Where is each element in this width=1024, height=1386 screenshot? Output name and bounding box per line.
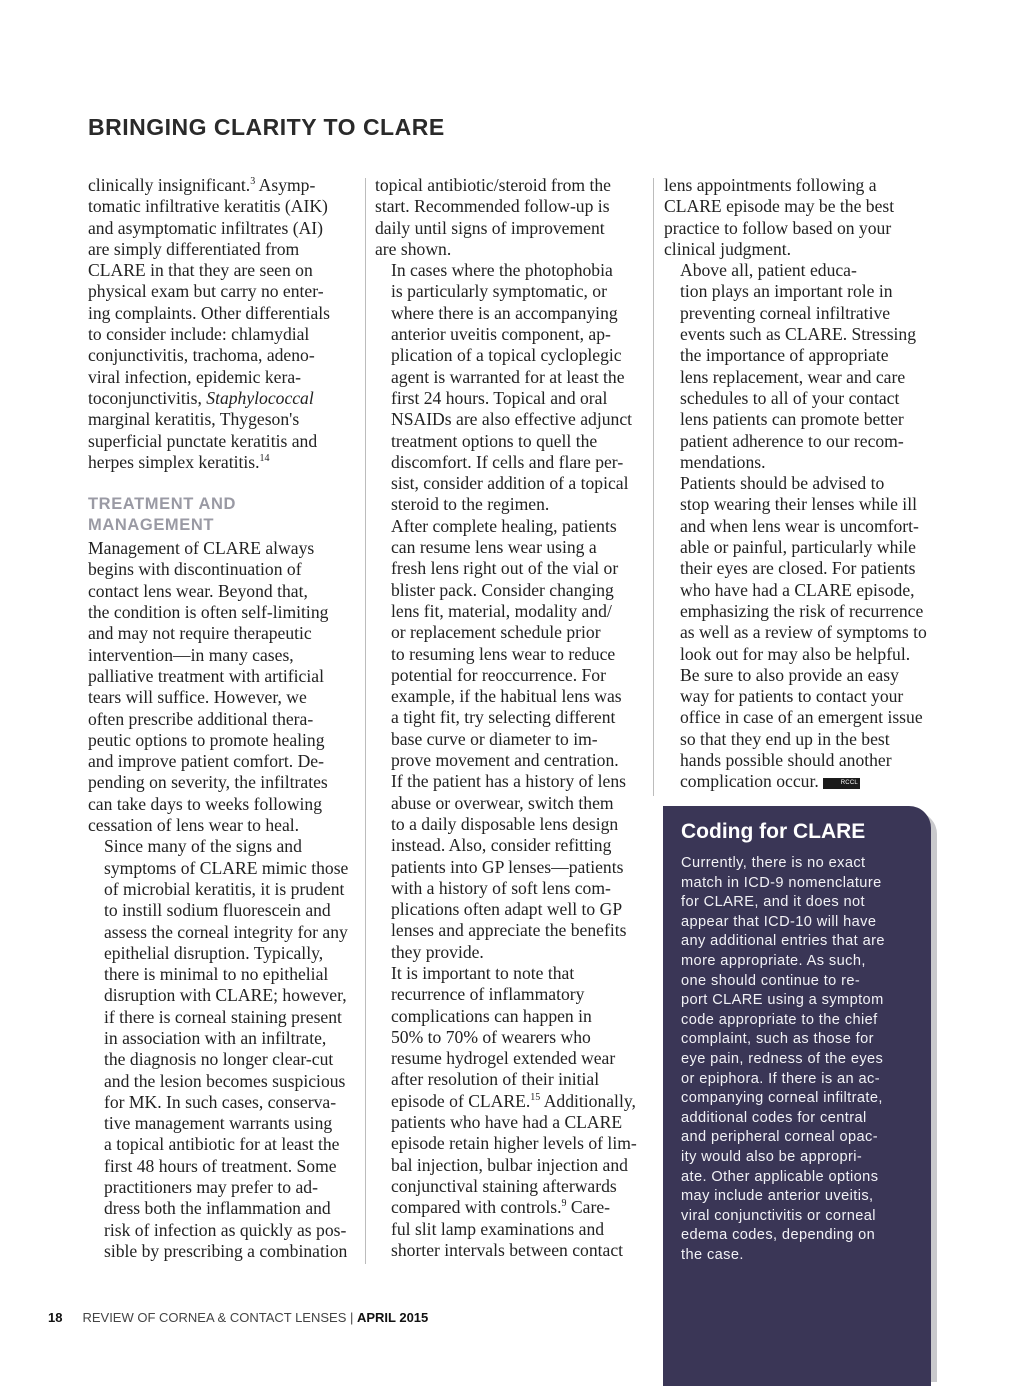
citation: 3	[250, 176, 256, 188]
text-line: schedules to all of your contact	[680, 387, 900, 408]
text-line: It is important to note that	[391, 962, 575, 983]
text-line: clinical judgment.	[664, 238, 792, 259]
text-line: there is minimal to no epithelial	[104, 964, 329, 985]
text-line: ful slit lamp examinations and	[391, 1218, 605, 1239]
text-line: 50% to 70% of wearers who	[391, 1026, 591, 1047]
text-line: plications often adapt well to GP	[391, 899, 623, 920]
text-line: first 48 hours of treatment. Some	[104, 1155, 337, 1176]
paragraph	[664, 260, 934, 473]
text-line: their eyes are closed. For patients	[680, 558, 916, 579]
text-line: ity would also be appropri-	[681, 1148, 863, 1165]
text-line: with a history of soft lens com-	[391, 877, 611, 898]
text-line: the condition is often self-limiting	[88, 602, 329, 623]
text-line: conjunctivitis, trachoma, adeno-	[88, 345, 315, 366]
paragraph	[88, 836, 360, 1262]
text-line: plication of a topical cycloplegic	[391, 345, 622, 366]
paragraph	[664, 175, 934, 260]
text-line: agent is warranted for at least the	[391, 366, 625, 387]
text-line: mendations.	[680, 451, 766, 472]
text-line: After complete healing, patients	[391, 515, 617, 536]
text-line: blister pack. Consider changing	[391, 579, 614, 600]
text-line: lens appointments following a	[664, 175, 877, 195]
text-line: can resume lens wear using a	[391, 537, 597, 558]
text-line: or epiphora. If there is an ac-	[681, 1070, 880, 1087]
text-line: viral conjunctivitis or corneal	[681, 1207, 876, 1224]
italic-term: Staphylococcal	[206, 387, 314, 408]
text-line: lens patients can promote better	[680, 409, 904, 430]
column-divider	[365, 178, 366, 1264]
text-line: prove movement and centration.	[391, 750, 619, 771]
text-line: In cases where the photophobia	[391, 260, 613, 281]
text-line: compared with controls.$^9$ Care-	[391, 1197, 611, 1218]
text-line: episode retain higher levels of lim-	[391, 1133, 637, 1154]
text-line: often prescribe additional thera-	[88, 708, 314, 729]
text-line: assess the corneal integrity for any	[104, 921, 348, 942]
text-line: events such as CLARE. Stressing	[680, 324, 917, 345]
text-line: epithelial disruption. Typically,	[104, 942, 324, 963]
text-line: port CLARE using a symptom	[681, 992, 884, 1009]
text-line: bal injection, bulbar injection and	[391, 1154, 628, 1175]
text-line: steroid to the regimen.	[391, 494, 550, 515]
text-line: who have had a CLARE episode,	[680, 579, 915, 600]
text-line: of microbial keratitis, it is prudent	[104, 878, 345, 899]
text-line: the importance of appropriate	[680, 345, 889, 366]
text-line: way for patients to contact your	[680, 686, 904, 707]
text-line: first 24 hours. Topical and oral	[391, 387, 608, 408]
text-line: is particularly symptomatic, or	[391, 281, 607, 302]
citation: 15	[530, 1091, 541, 1103]
text-line: the diagnosis no longer clear-cut	[104, 1049, 334, 1070]
text-line: look out for may also be helpful.	[680, 643, 911, 664]
text-line: sible by prescribing a combination	[104, 1240, 348, 1261]
text-line: emphasizing the risk of recurrence	[680, 600, 924, 621]
text-line: to resuming lens wear to reduce	[391, 643, 616, 664]
text-line: instead. Also, consider refitting	[391, 835, 612, 856]
text-line: potential for reoccurrence. For	[391, 664, 606, 685]
text-line: practitioners may prefer to ad-	[104, 1177, 318, 1198]
text-line: tion plays an important role in	[680, 281, 893, 302]
text-line: patients into GP lenses—patients	[391, 856, 624, 877]
text-line: stop wearing their lenses while ill	[680, 494, 917, 515]
publication-name: REVIEW OF CORNEA & CONTACT LENSES |	[82, 1310, 357, 1325]
sidebar-body	[681, 854, 921, 1265]
text-line: edema codes, depending on	[681, 1227, 876, 1244]
text-line: and peripheral corneal opac-	[681, 1129, 878, 1146]
text-line: where there is an accompanying	[391, 302, 618, 323]
citation: 9	[561, 1198, 567, 1210]
text-line: able or painful, particularly while	[680, 537, 916, 558]
text-line: after resolution of their initial	[391, 1069, 600, 1090]
text-line: one should continue to re-	[681, 972, 861, 989]
text-line: symptoms of CLARE mimic those	[104, 857, 349, 878]
text-line: recurrence of inflammatory	[391, 984, 585, 1005]
text-line: sist, consider addition of a topical	[391, 473, 629, 494]
text-line: dress both the inflammation and	[104, 1198, 331, 1219]
text-line: as well as a review of symptoms to	[680, 622, 927, 643]
text-line: in association with an infiltrate,	[104, 1027, 327, 1048]
text-line: to a daily disposable lens design	[391, 813, 619, 834]
text-line: office in case of an emergent issue	[680, 707, 923, 728]
text-line: peutic options to promote healing	[88, 729, 325, 750]
page-number: 18	[48, 1310, 63, 1325]
text-line: Be sure to also provide an easy	[680, 664, 899, 685]
text-line: to instill sodium fluorescein and	[104, 900, 331, 921]
text-line: and the lesion becomes suspicious	[104, 1070, 346, 1091]
text-line: ate. Other applicable options	[681, 1168, 879, 1185]
text-line: toconjunctivitis, Staphylococcal	[88, 387, 314, 408]
text-line: are shown.	[375, 238, 452, 259]
text-line: resume hydrogel extended wear	[391, 1048, 616, 1069]
text-line: tive management warrants using	[104, 1113, 333, 1134]
article-column-3	[664, 175, 934, 793]
text-line: superficial punctate keratitis and	[88, 430, 318, 451]
paragraph	[664, 473, 934, 792]
text-line: patients who have had a CLARE	[391, 1112, 623, 1133]
text-line: Patients should be advised to	[680, 473, 885, 494]
text-line: cessation of lens wear to heal.	[88, 815, 300, 836]
text-line: hands possible should another	[680, 750, 892, 771]
text-line: start. Recommended follow-up is	[375, 196, 610, 217]
text-line: daily until signs of improvement	[375, 217, 605, 238]
paragraph	[375, 516, 643, 963]
text-line: if there is corneal staining present	[104, 1006, 342, 1027]
text-line: herpes simplex keratitis.$^{14}$	[88, 451, 270, 472]
text-line: NSAIDs are also effective adjunct	[391, 409, 633, 430]
sidebar-title: Coding for CLARE	[681, 820, 866, 843]
text-line: additional codes for central	[681, 1109, 867, 1126]
text-line: match in ICD-9 nomenclature	[681, 874, 882, 891]
text-line: tomatic infiltrative keratitis (AIK)	[88, 196, 328, 217]
page-title: BRINGING CLARITY TO CLARE	[88, 114, 445, 140]
text-line: pending on severity, the infiltrates	[88, 772, 328, 793]
text-line: tears will suffice. However, we	[88, 687, 307, 708]
text-line: complication occur. RCCL	[680, 771, 858, 792]
text-line: CLARE episode may be the best	[664, 196, 895, 217]
text-line: any additional entries that are	[681, 933, 885, 950]
text-line: base curve or diameter to im-	[391, 728, 598, 749]
text-line: and may not require therapeutic	[88, 623, 312, 644]
text-line: preventing corneal infiltrative	[680, 302, 891, 323]
paragraph	[88, 538, 360, 836]
text-line: conjunctival staining afterwards	[391, 1175, 617, 1196]
text-line: or replacement schedule prior	[391, 622, 601, 643]
citation: 14	[259, 453, 270, 464]
text-line: Management of CLARE always	[88, 538, 315, 559]
text-line: physical exam but carry no enter-	[88, 281, 324, 302]
text-line: anterior uveitis component, ap-	[391, 324, 611, 345]
text-line: Since many of the signs and	[104, 836, 302, 857]
page-footer	[48, 1310, 428, 1325]
article-column-2	[375, 175, 643, 1261]
text-line: complaint, such as those for	[681, 1031, 874, 1048]
paragraph	[88, 175, 360, 473]
text-line: example, if the habitual lens was	[391, 686, 622, 707]
text-line: lens fit, material, modality and/	[391, 600, 612, 621]
text-line: lenses and appreciate the benefits	[391, 920, 627, 941]
text-line: contact lens wear. Beyond that,	[88, 580, 308, 601]
text-line: may include anterior uveitis,	[681, 1188, 874, 1205]
text-line: more appropriate. As such,	[681, 952, 866, 969]
text-line: risk of infection as quickly as pos-	[104, 1219, 347, 1240]
text-line: the case.	[681, 1246, 744, 1263]
text-line: and improve patient comfort. De-	[88, 751, 324, 772]
text-line: code appropriate to the chief	[681, 1011, 878, 1028]
text-line: companying corneal infiltrate,	[681, 1090, 883, 1107]
text-line: they provide.	[391, 941, 484, 962]
text-line: and asymptomatic infiltrates (AI)	[88, 217, 323, 238]
text-line: appear that ICD-10 will have	[681, 913, 877, 930]
text-line: practice to follow based on your	[664, 217, 892, 238]
text-line: treatment options to quell the	[391, 430, 598, 451]
text-line: ing complaints. Other differentials	[88, 302, 331, 323]
text-line: a tight fit, try selecting different	[391, 707, 616, 728]
text-line: viral infection, epidemic kera-	[88, 366, 301, 387]
text-line: can take days to weeks following	[88, 793, 323, 814]
text-line: so that they end up in the best	[680, 728, 890, 749]
text-line: shorter intervals between contact	[391, 1239, 624, 1260]
text-line: complications can happen in	[391, 1005, 592, 1026]
text-line: Above all, patient educa-	[680, 260, 857, 281]
end-mark-icon: RCCL	[823, 778, 860, 789]
text-line: for MK. In such cases, conserva-	[104, 1091, 337, 1112]
text-line: episode of CLARE.$^{15}$ Additionally,	[391, 1090, 636, 1111]
section-heading-treatment: TREATMENT AND MANAGEMENT	[88, 495, 237, 535]
issue-date: APRIL 2015	[356, 1310, 429, 1325]
paragraph	[375, 260, 643, 516]
column-divider	[653, 178, 654, 796]
text-line: marginal keratitis, Thygeson's	[88, 409, 300, 430]
text-line: begins with discontinuation of	[88, 559, 302, 580]
text-line: a topical antibiotic for at least the	[104, 1134, 340, 1155]
text-line: Currently, there is no exact	[681, 855, 866, 871]
text-line: and when lens wear is uncomfort-	[680, 515, 919, 536]
paragraph	[375, 963, 643, 1261]
paragraph	[375, 175, 643, 260]
text-line: fresh lens right out of the vial or	[391, 558, 619, 579]
text-line: eye pain, redness of the eyes	[681, 1050, 884, 1067]
text-line: are simply differentiated from	[88, 238, 300, 259]
text-line: abuse or overwear, switch them	[391, 792, 614, 813]
text-line: disruption with CLARE; however,	[104, 985, 347, 1006]
text-line: for CLARE, and it does not	[681, 894, 865, 911]
text-line: discomfort. If cells and flare per-	[391, 451, 624, 472]
text-line: intervention—in many cases,	[88, 644, 294, 665]
article-column-1	[88, 175, 360, 1262]
text-line: patient adherence to our recom-	[680, 430, 904, 451]
text-line: lens replacement, wear and care	[680, 366, 906, 387]
text-line: palliative treatment with artificial	[88, 665, 324, 686]
text-line: topical antibiotic/steroid from the	[375, 175, 611, 195]
text-line: If the patient has a history of lens	[391, 771, 627, 792]
text-line: to consider include: chlamydial	[88, 324, 310, 345]
text-line: CLARE in that they are seen on	[88, 260, 313, 281]
coding-sidebar	[663, 806, 931, 1386]
text-line: clinically insignificant.$^3$ Asymp-	[88, 175, 316, 195]
